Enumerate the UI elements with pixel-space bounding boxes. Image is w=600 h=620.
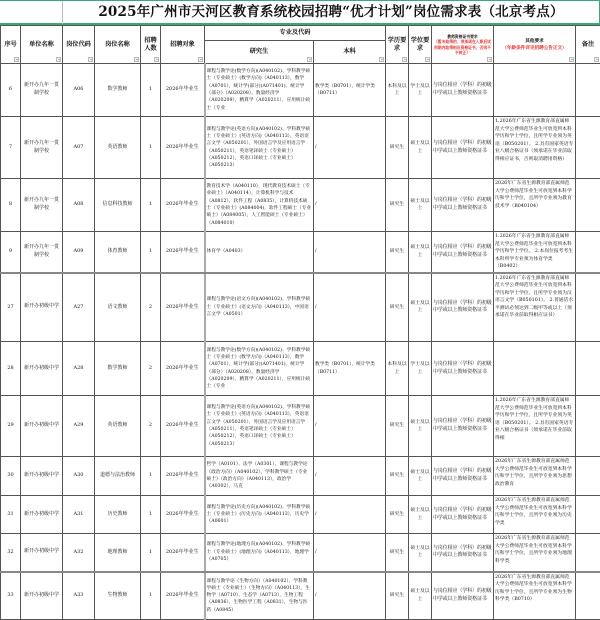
cell-major-ug[interactable]: / xyxy=(314,572,386,620)
filter-dropdown-icon[interactable] xyxy=(88,57,93,62)
cell-seq[interactable]: 33 xyxy=(1,572,21,620)
cell-count[interactable]: 1 xyxy=(141,179,161,232)
cell-target[interactable]: 2026年毕业生 xyxy=(161,179,205,232)
cell-major-ug[interactable]: 数学类（B0701），统计学类（B0711） xyxy=(314,342,386,396)
header-unit[interactable]: 单位名称 xyxy=(21,26,63,64)
cell-other[interactable]: 1.2026年广东省生源教育部直属师范大学公费师范毕业生可放宽到本科学历和学士学位。 2.本岗位报考考生本科所学专业须为体育学类（B0402） xyxy=(494,232,576,273)
cell-remark[interactable] xyxy=(576,496,600,534)
cell-edu[interactable]: 研究生 xyxy=(386,534,409,572)
cell-unit[interactable]: 新开办初级中学 xyxy=(21,572,63,620)
cell-remark[interactable] xyxy=(576,572,600,620)
header-remark[interactable]: 备注 xyxy=(576,26,600,64)
filter-dropdown-icon[interactable] xyxy=(379,57,384,62)
header-post[interactable]: 岗位名称 xyxy=(95,26,141,64)
cell-major-grad[interactable]: 课程与教学论(地理方向)(A040102)、学科教学硕士（专业硕士）(地理方向)（A040113），地理学（A0705） xyxy=(205,534,314,572)
filter-dropdown-icon[interactable] xyxy=(594,57,599,62)
cell-code[interactable]: A09 xyxy=(63,232,95,273)
cell-other[interactable]: 2026年广东省生源教育部直属师范大学公费师范毕业生可放宽到本科学历和学士学位，且所学专业须为生物科学类（B0710） xyxy=(494,572,576,620)
cell-post[interactable]: 体育教师 xyxy=(95,232,141,273)
table-row[interactable] xyxy=(1,496,600,534)
cell-count[interactable]: 1 xyxy=(141,457,161,496)
header-count[interactable]: 招聘人数 xyxy=(141,26,161,64)
header-code[interactable]: 岗位代码 xyxy=(63,26,95,64)
cell-remark[interactable] xyxy=(576,117,600,179)
cell-edu[interactable]: 研究生 xyxy=(386,117,409,179)
header-seq[interactable]: 序号 xyxy=(1,26,21,64)
cell-cert[interactable]: 与岗位相应（学科）的初级中学或以上教师资格证书 xyxy=(432,457,494,496)
cell-other[interactable]: 2026年广东省生源教育部直属师范大学公费师范毕业生可放宽到本科学历和学士学位，且所学专业须为历史学类 xyxy=(494,496,576,534)
cell-remark[interactable] xyxy=(576,342,600,396)
cell-degree[interactable]: 硕士及以上 xyxy=(409,496,432,534)
cell-remark[interactable] xyxy=(576,396,600,457)
cell-unit[interactable]: 新开办初级中学 xyxy=(21,273,63,342)
cell-seq[interactable]: 29 xyxy=(1,396,21,457)
cell-degree[interactable]: 硕士及以上 xyxy=(409,457,432,496)
cell-post[interactable]: 历史教师 xyxy=(95,496,141,534)
cell-edu[interactable]: 研究生 xyxy=(386,457,409,496)
cell-major-ug[interactable]: / xyxy=(314,534,386,572)
cell-unit[interactable]: 新开办初级中学 xyxy=(21,457,63,496)
table-row[interactable] xyxy=(1,232,600,273)
cell-seq[interactable]: 30 xyxy=(1,457,21,496)
header-major-grad[interactable]: 研究生 xyxy=(205,41,314,64)
filter-dropdown-icon[interactable] xyxy=(425,57,430,62)
table-row[interactable] xyxy=(1,64,600,117)
filter-dropdown-icon[interactable] xyxy=(56,57,61,62)
cell-code[interactable]: A33 xyxy=(63,572,95,620)
cell-edu[interactable]: 研究生 xyxy=(386,232,409,273)
cell-cert[interactable]: 与岗位相应（学科）的初级中学或以上教师资格证书 xyxy=(432,572,494,620)
cell-major-ug[interactable]: 数学类（B0701），统计学类（B0711） xyxy=(314,64,386,117)
cell-code[interactable]: A32 xyxy=(63,534,95,572)
cell-edu[interactable]: 研究生 xyxy=(386,496,409,534)
page-title[interactable]: 2025年广州市天河区教育系统校园招聘“优才计划”岗位需求表（北京考点） xyxy=(62,1,600,24)
cell-remark[interactable] xyxy=(576,179,600,232)
cell-code[interactable]: A27 xyxy=(63,273,95,342)
cell-edu[interactable]: 研究生 xyxy=(386,273,409,342)
cell-cert[interactable]: 与岗位相应（学科）的初级中学或以上教师资格证书 xyxy=(432,179,494,232)
cell-major-grad[interactable]: 课程与教学论(数学方向)(A040102)、学科教学硕士（专业硕士）(数学方向)（A040113），数学（A0701），统计学(部分)(A071401)、统计学（部分）（A020208），数量经济学（A020209），精算学（A020211），应用统计硕士（专业 xyxy=(205,342,314,396)
filter-dropdown-icon[interactable] xyxy=(569,57,574,62)
cell-seq[interactable]: 6 xyxy=(1,64,21,117)
cell-edu[interactable]: 本科及以上 xyxy=(386,342,409,396)
cell-major-ug[interactable]: / xyxy=(314,179,386,232)
cell-major-grad[interactable]: 体育学（A0403） xyxy=(205,232,314,273)
cell-post[interactable]: 信息科技教师 xyxy=(95,179,141,232)
filter-dropdown-icon[interactable] xyxy=(307,57,312,62)
filter-dropdown-icon[interactable] xyxy=(14,57,19,62)
cell-count[interactable]: 1 xyxy=(141,117,161,179)
recruitment-table xyxy=(0,25,600,620)
cell-count[interactable]: 2 xyxy=(141,396,161,457)
cell-count[interactable]: 1 xyxy=(141,534,161,572)
cell-unit[interactable]: 新开办初级中学 xyxy=(21,396,63,457)
cell-other[interactable]: 1.2026年广东省生源教育部直属师范大学公费师范毕业生可放宽到本科学历和学士学位，且所学专业须为英语（B050201）。 2.具有国家英语专业八级合格证书（须承诺在毕业前取得相应证书，否则取消聘用资格） xyxy=(494,117,576,179)
cell-major-ug[interactable]: / xyxy=(314,117,386,179)
cell-seq[interactable]: 8 xyxy=(1,179,21,232)
cell-major-grad[interactable]: 课程与教学论(历史方向)(A040102)、学科教学硕士（专业硕士）(历史方向)（A040113），历史学（A0601） xyxy=(205,496,314,534)
cell-seq[interactable]: 7 xyxy=(1,117,21,179)
cell-code[interactable]: A08 xyxy=(63,179,95,232)
cell-other[interactable]: 1.2026年广东省生源教育部直属师范大学公费师范毕业生可放宽到本科学历和学士学位，且所学专业须为英语（B050201）。 2.具有国家英语专业八级合格证书（须承诺在毕业前取得相 xyxy=(494,396,576,457)
cell-target[interactable]: 2026年毕业生 xyxy=(161,273,205,342)
cell-cert[interactable]: 与岗位相应（学科）的初级中学或以上教师资格证书 xyxy=(432,117,494,179)
cell-degree[interactable]: 硕士及以上 xyxy=(409,232,432,273)
cell-degree[interactable]: 硕士及以上 xyxy=(409,273,432,342)
cell-count[interactable]: 1 xyxy=(141,496,161,534)
cell-major-ug[interactable]: / xyxy=(314,232,386,273)
table-row[interactable] xyxy=(1,457,600,496)
cell-post[interactable]: 语文教师 xyxy=(95,273,141,342)
cell-major-grad[interactable]: 课程与教学论(英语方向)(A040102)、学科教学硕士（专业硕士）(英语方向)（A040113），英语语言文学（A050201），外国语言学及应用语言学（A050211），英语笔译硕士（专业硕士）（A050212），英语口译硕士（专业硕士）（A050213） xyxy=(205,117,314,179)
cell-target[interactable]: 2026年毕业生 xyxy=(161,457,205,496)
cell-count[interactable]: 1 xyxy=(141,232,161,273)
filter-dropdown-icon[interactable] xyxy=(134,57,139,62)
table-row[interactable] xyxy=(1,117,600,179)
cell-post[interactable]: 英语教师 xyxy=(95,396,141,457)
cell-post[interactable]: 道德与法治教师 xyxy=(95,457,141,496)
cell-target[interactable]: 2026年毕业生 xyxy=(161,232,205,273)
table-row[interactable] xyxy=(1,273,600,342)
cell-other[interactable]: 1.2026年广东省生源教育部直属师范大学公费师范毕业生可放宽到本科学历和学士学位，且所学专业须为汉语言文学（B050101）。 2.普通话水平测试必须达到二级甲等或以上（须承诺在毕业前取得相应证书） xyxy=(494,273,576,342)
table-row[interactable] xyxy=(1,342,600,396)
cell-count[interactable]: 1 xyxy=(141,64,161,117)
cell-post[interactable]: 英语教师 xyxy=(95,117,141,179)
header-major-group[interactable]: 专业及代码 xyxy=(205,26,386,41)
cell-degree[interactable]: 硕士及以上 xyxy=(409,534,432,572)
table-row[interactable] xyxy=(1,572,600,620)
cell-major-grad[interactable]: 课程与教学论(英语方向)(A040102)、学科教学硕士（专业硕士）(英语方向)（A040113），英语语言文学（A050201），外国语言学及应用语言学（A050211），英语笔译硕士（专业硕士）（A050212），英语口译硕士（专业硕士）（A050213） xyxy=(205,396,314,457)
cell-code[interactable]: A06 xyxy=(63,64,95,117)
cell-other[interactable]: 2026年广东省生源教育部直属师范大学公费师范毕业生可放宽到本科学历和学士学位，且所学专业须为思想政治教育 xyxy=(494,457,576,496)
cell-code[interactable]: A31 xyxy=(63,496,95,534)
cell-seq[interactable]: 31 xyxy=(1,496,21,534)
cell-unit[interactable]: 新开办九年一贯制学校 xyxy=(21,117,63,179)
table-row[interactable] xyxy=(1,396,600,457)
title-left-blank-cell[interactable] xyxy=(0,1,63,24)
cell-major-grad[interactable]: 课程与教学论(数学方向)(A040102)、学科教学硕士（专业硕士）(数学方向)（A040113），数学（A0701），统计学(部分)(A071401)、统计学（部分）（A020208），数量经济学（A020209），精算学（A020211），应用统计硕士（专业 xyxy=(205,64,314,117)
cell-cert[interactable]: 与岗位相应（学科）的初级中学或以上教师资格证书 xyxy=(432,273,494,342)
cell-other[interactable] xyxy=(494,342,576,396)
header-edu[interactable]: 学历要求 xyxy=(386,26,409,64)
header-cert[interactable]: 教师资格证书要求 （暂未取得的，须承诺在入职后试用期内取得相应资格证书，否则不予转正） xyxy=(432,26,494,64)
cell-unit[interactable]: 新开办初级中学 xyxy=(21,534,63,572)
filter-dropdown-icon[interactable] xyxy=(198,57,203,62)
cell-degree[interactable]: 硕士及以上 xyxy=(409,179,432,232)
cell-seq[interactable]: 28 xyxy=(1,342,21,396)
cell-seq[interactable]: 9 xyxy=(1,232,21,273)
cell-remark[interactable] xyxy=(576,64,600,117)
cell-edu[interactable]: 本科及以上 xyxy=(386,64,409,117)
cell-count[interactable]: 1 xyxy=(141,572,161,620)
cell-cert[interactable]: 与岗位相应（学科）的初级中学或以上教师资格证书 xyxy=(432,64,494,117)
cell-target[interactable]: 2026年毕业生 xyxy=(161,117,205,179)
cell-post[interactable]: 数学教师 xyxy=(95,64,141,117)
cell-cert[interactable]: 与岗位相应（学科）的初级中学或以上教师资格证书 xyxy=(432,396,494,457)
cell-degree[interactable]: 硕士及以上 xyxy=(409,572,432,620)
cell-degree[interactable]: 硕士及以上 xyxy=(409,396,432,457)
cell-cert[interactable]: 与岗位相应（学科）的初级中学或以上教师资格证书 xyxy=(432,496,494,534)
cell-seq[interactable]: 27 xyxy=(1,273,21,342)
table-row[interactable] xyxy=(1,179,600,232)
filter-dropdown-icon[interactable] xyxy=(487,57,492,62)
cell-major-ug[interactable]: / xyxy=(314,457,386,496)
cell-other[interactable] xyxy=(494,64,576,117)
cell-unit[interactable]: 新开办九年一贯制学校 xyxy=(21,179,63,232)
cell-degree[interactable]: 学士及以上 xyxy=(409,342,432,396)
cell-unit[interactable]: 新开办初级中学 xyxy=(21,342,63,396)
filter-dropdown-icon[interactable] xyxy=(402,57,407,62)
cell-remark[interactable] xyxy=(576,534,600,572)
cell-major-grad[interactable]: 教育技术学（A040110），现代教育技术硕士（专业硕士）（A040114），计算机科学与技术（A0812），软件工程（A0835），计算机技术硕士（专业硕士）(A084004)，软件工程硕士（专业硕士）（A084005），人工智能硕士（专业硕士）（A084010） xyxy=(205,179,314,232)
cell-post[interactable]: 地理教师 xyxy=(95,534,141,572)
cell-target[interactable]: 2026年毕业生 xyxy=(161,572,205,620)
cell-major-grad[interactable]: 课程与教学论（生物方向）（A040102），学科教学硕士（专业硕士）（生物方向）（A040113），生物学（A0710），生态学（A0713），生物工程（A0836），生物医学工程（A0831），生物与医药（A0845） xyxy=(205,572,314,620)
cell-code[interactable]: A30 xyxy=(63,457,95,496)
cell-target[interactable]: 2026年毕业生 xyxy=(161,496,205,534)
cell-cert[interactable]: 与岗位相应（学科）的初级中学或以上教师资格证书 xyxy=(432,342,494,396)
cell-post[interactable]: 生物教师 xyxy=(95,572,141,620)
cell-major-ug[interactable]: / xyxy=(314,273,386,342)
title-row xyxy=(0,0,600,25)
cell-remark[interactable] xyxy=(576,232,600,273)
cell-unit[interactable]: 新开办九年一贯制学校 xyxy=(21,64,63,117)
cell-major-ug[interactable]: / xyxy=(314,496,386,534)
cell-cert[interactable]: 与岗位相应（学科）的初级中学或以上教师资格证书 xyxy=(432,534,494,572)
cell-seq[interactable]: 32 xyxy=(1,534,21,572)
cell-target[interactable]: 2026年毕业生 xyxy=(161,534,205,572)
cell-edu[interactable]: 研究生 xyxy=(386,179,409,232)
cell-remark[interactable] xyxy=(576,273,600,342)
cell-count[interactable]: 2 xyxy=(141,273,161,342)
cell-other[interactable]: 2026年广东省生源教育部直属师范大学公费师范毕业生可放宽到本科学历和学士学位，且所学专业须为教育技术学（B040104） xyxy=(494,179,576,232)
cell-major-ug[interactable]: / xyxy=(314,396,386,457)
header-other[interactable]: 其他要求 （年龄条件详见招聘公告正文） xyxy=(494,26,576,64)
cell-post[interactable]: 数学教师 xyxy=(95,342,141,396)
cell-code[interactable]: A28 xyxy=(63,342,95,396)
cell-unit[interactable]: 新开办九年一贯制学校 xyxy=(21,232,63,273)
cell-remark[interactable] xyxy=(576,457,600,496)
header-major-ug[interactable]: 本科 xyxy=(314,41,386,64)
table-row[interactable] xyxy=(1,534,600,572)
cell-edu[interactable]: 研究生 xyxy=(386,572,409,620)
cell-code[interactable]: A29 xyxy=(63,396,95,457)
cell-edu[interactable]: 研究生 xyxy=(386,396,409,457)
filter-dropdown-icon[interactable] xyxy=(154,57,159,62)
cell-unit[interactable]: 新开办初级中学 xyxy=(21,496,63,534)
cell-target[interactable]: 2026年毕业生 xyxy=(161,396,205,457)
header-degree[interactable]: 学位要求 xyxy=(409,26,432,64)
cell-cert[interactable]: 与岗位相应（学科）的初级中学或以上教师资格证书 xyxy=(432,232,494,273)
cell-code[interactable]: A07 xyxy=(63,117,95,179)
header-target[interactable]: 招聘对象 xyxy=(161,26,205,64)
cell-target[interactable]: 2026年毕业生 xyxy=(161,342,205,396)
cell-count[interactable]: 2 xyxy=(141,342,161,396)
cell-major-grad[interactable]: 哲学（A0101），法学（A0301），课程与教学论（政治方向）（A040102），学科教学硕士（专业硕士）（政治方向）（A040113），政治学（A0302），马克 xyxy=(205,457,314,496)
cell-major-grad[interactable]: 课程与教学论(语文方向)(A040102)、学科教学硕士（专业硕士）(语文方向)（A040113），中国语言文学（A0501） xyxy=(205,273,314,342)
cell-degree[interactable]: 学士及以上 xyxy=(409,64,432,117)
cell-degree[interactable]: 硕士及以上 xyxy=(409,117,432,179)
cell-other[interactable]: 2026年广东省生源教育部直属师范大学公费师范毕业生可放宽到本科学历和学士学位，且所学专业须为地理科学类 xyxy=(494,534,576,572)
cell-target[interactable]: 2026年毕业生 xyxy=(161,64,205,117)
